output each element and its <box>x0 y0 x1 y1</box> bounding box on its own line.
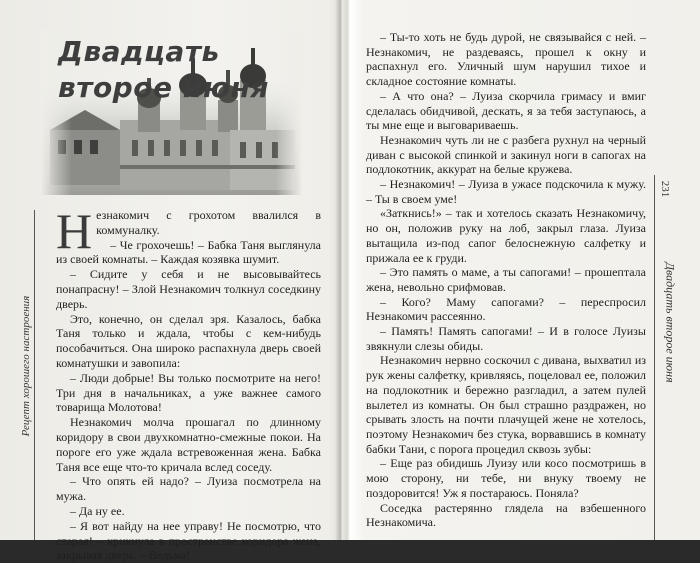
right-body-text <box>366 30 646 530</box>
right-running-head-text: Двадцать второе июня <box>663 262 678 383</box>
paragraph: – Я вот найду на нее управу! Не посмотрю, что старая! – крикнула в пространстве коридора жена, закрывая дверь. – Ведьма! <box>56 518 321 563</box>
chapter-title <box>58 34 269 106</box>
paragraph: – Еще раз обидишь Луизу или косо посмотришь в мою сторону, ни тебе, ни внуку твоему не поздоровится! Уж я постараюсь. Поняла? <box>366 456 646 500</box>
left-page <box>0 0 340 563</box>
paragraph: – Память! Память сапогами! – И в голосе Луизы звякнули слезы обиды. <box>366 324 646 353</box>
left-running-head <box>14 210 35 540</box>
right-page <box>346 0 700 540</box>
paragraph: – Ты-то хоть не будь дурой, не связывайся с ней. – Незнакомич, не раздеваясь, прошел к окну и распахнул его. Уличный шум нарушил тихое и складное состояние комнаты. <box>366 30 646 89</box>
paragraph: Соседка растерянно глядела на взбешенного Незнакомича. <box>366 500 646 530</box>
paragraph: – Че грохочешь! – Бабка Таня выглянула из своей комнаты. – Каждая козявка шумит. <box>56 237 321 267</box>
paragraph: – Незнакомич! – Луиза в ужасе подскочила к мужу. – Ты в своем уме! <box>366 177 646 206</box>
paragraph: – Люди добрые! Вы только посмотрите на него! Три дня в начальниках, а уже важнее самого товарища Молотова! <box>56 370 321 415</box>
page-number: 231 <box>659 180 671 198</box>
paragraph: Незнакомич молча прошагал по длинному коридору в свои двухкомнатно-смежные покои. На пороге его уже ждала встревоженная жена. Бабка Таня все еще что-то кричала вслед соседу. <box>56 415 321 474</box>
paragraph: – Что опять ей надо? – Луиза посмотрела на мужа. <box>56 474 321 504</box>
paragraph: – Сидите у себя и не высовывайтесь понапрасну! – Злой Незнакомич толкнул соседкину дверь. <box>56 267 321 311</box>
paragraph: Незнакомич чуть ли не с разбега рухнул на черный диван с высокой спинкой и закинул ноги в сапогах на подлокотник, аккурат на белые кружева. <box>366 132 646 177</box>
left-body-text <box>56 203 321 563</box>
paragraph: – Кого? Маму сапогами? – переспросил Незнакомич рассеянно. <box>366 294 646 324</box>
paragraph: Незнакомич с грохотом ввалился в коммуналку. <box>56 203 321 259</box>
chapter-title-line-2: второе июня <box>58 71 269 104</box>
drop-cap: Н <box>56 203 93 259</box>
paragraph: Незнакомич нервно соскочил с дивана, выхватил из рук жены салфетку, кривляясь, поцеловал ее, положил на подлокотник и бережно разгладил, а затем пулей вылетел из комнаты. Он был страшно раздражен, но срывать злость на почти плачущей жене не хотелось, поэтому Незнакомич без стука, ворвавшись в комнату бабки Тани, с порога процедил сквозь зубы: <box>366 353 646 456</box>
left-running-head-text: Рецепт хорошего настроения <box>20 295 32 437</box>
right-running-head <box>654 175 677 540</box>
paragraph: – А что она? – Луиза скорчила гримасу и вмиг сделалась обидчивой, дескать, я за тебя заступаюсь, а ты мне еще и выговариваешь. <box>366 88 646 133</box>
chapter-title-line-1: Двадцать <box>58 35 220 68</box>
paragraph: «Заткнись!» – так и хотелось сказать Незнакомичу, но он, положив руку на лоб, закрыл глаза. Луиза вытащила из-под сапог белоснежную салфетку и прижала ее к груди. <box>366 206 646 265</box>
paragraph: – Да ну ее. <box>70 503 125 518</box>
paragraph: – Это память о маме, а ты сапогами! – прошептала жена, невольно срифмовав. <box>366 265 646 294</box>
paragraph: Это, конечно, он сделал зря. Казалось, бабка Таня только и ждала, чтобы с кем-нибудь пособачиться. Она широко распахнула дверь своей комнатушки и завопила: <box>56 311 321 370</box>
